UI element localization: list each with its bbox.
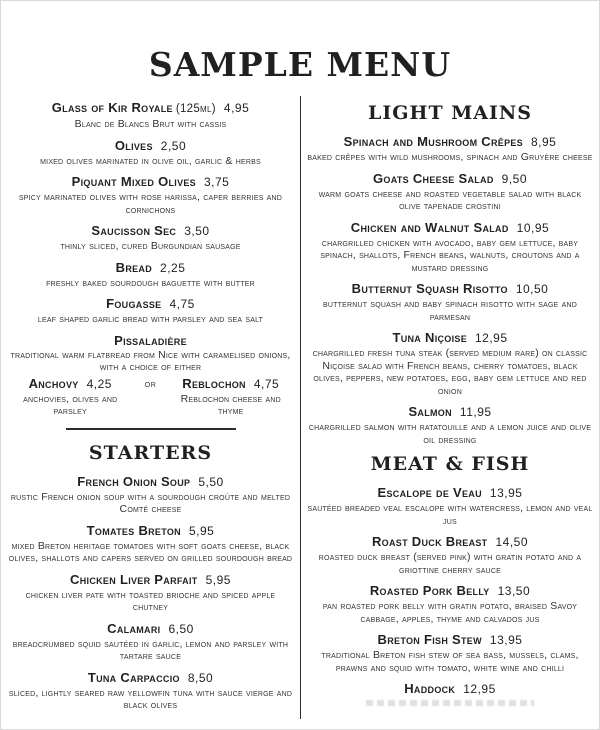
item-description: sautéed breaded veal escalope with watercress, lemon and veal jus: [307, 502, 593, 527]
item-description: leaf shaped garlic bread with parsley and sea salt: [37, 313, 264, 325]
item-price: 3,75: [204, 175, 230, 189]
section-header: MEAT & FISH: [370, 453, 530, 475]
item-description: pan roasted pork belly with gratin potato, braised Savoy cabbage, apples, thyme and calvados jus: [322, 600, 578, 625]
item-name: Glass of Kir Royale: [51, 100, 173, 115]
menu-item: [307, 134, 593, 164]
menu-item: [307, 534, 593, 576]
menu-item: [307, 485, 593, 527]
item-price: 13,50: [497, 584, 531, 598]
item-description: traditional warm flatbread from Nice with caramelised onions, with a choice of either: [10, 348, 291, 373]
item-price: 5,95: [188, 523, 215, 538]
menu-column-left: [1, 96, 300, 719]
item-name: Tuna Niçoise: [392, 330, 467, 345]
item-description: Blanc de Blancs Brut with cassis: [74, 118, 227, 130]
menu-item: [7, 296, 294, 326]
menu-item: [7, 523, 294, 565]
item-name: Calamari: [107, 620, 161, 636]
section-items: [307, 134, 593, 446]
menu-column-right: [300, 96, 599, 719]
item-name: Escalope de Veau: [377, 485, 482, 500]
item-description: butternut squash and baby spinach risotto with sage and parmesan: [323, 298, 577, 323]
item-title-row: [7, 376, 134, 392]
item-title-row: [7, 296, 294, 312]
item-description: chargrilled chicken with avocado, baby gem lettuce, baby spinach, shallots, French beans, walnuts, croutons and a mustard dressing: [320, 236, 580, 274]
item-name: Spinach and Mushroom Crêpes: [343, 134, 523, 149]
menu-section: [307, 453, 593, 706]
or-label: or: [144, 377, 157, 390]
item-price: 8,50: [187, 670, 214, 685]
item-price: 8,95: [530, 135, 557, 149]
item-title-row: [307, 632, 593, 648]
item-price: 4,75: [169, 297, 195, 311]
item-title-row: [307, 171, 593, 187]
item-description: chargrilled fresh tuna steak (served medium rare) on classic Niçoise salad with French beans, cherry tomatoes, black olives, peppers, new potatoes, egg, baby gem lettuce and red onion: [312, 347, 588, 397]
menu-section: [307, 102, 593, 446]
item-title-row: [168, 376, 295, 392]
item-price: 10,50: [515, 282, 549, 296]
item-name: Butternut Squash Risotto: [351, 281, 508, 296]
item-price: 10,95: [516, 220, 550, 235]
item-title-row: [307, 134, 593, 150]
item-option-right: [168, 376, 295, 418]
menu-item: [7, 572, 294, 614]
item-description: traditional Breton fish stew of sea bass, mussels, clams, prawns and squid with tomato, white wine and chilli: [321, 649, 579, 674]
item-price: 11,95: [459, 405, 492, 419]
item-price: 12,95: [463, 682, 496, 696]
item-description: spicy marinated olives with rose harissa, caper berries and cornichons: [18, 191, 283, 216]
menu-item: [7, 100, 294, 131]
item-description: roasted duck breast (served pink) with gratin potato and a griottine cherry sauce: [318, 551, 582, 576]
item-description: mixed Breton heritage tomatoes with soft goats cheese, black olives, shallots and capers served on grilled sourdough bread: [8, 539, 293, 564]
item-title-row: [307, 404, 593, 420]
menu-item: [7, 333, 294, 418]
item-title-row: [307, 281, 593, 297]
menu-item: [307, 583, 593, 625]
section-items: [7, 100, 294, 418]
menu-item: [7, 670, 294, 712]
item-title-row: [7, 260, 294, 276]
item-title-row: [307, 534, 593, 550]
item-price: 4,95: [223, 101, 250, 115]
item-name: Piquant Mixed Olives: [71, 174, 196, 189]
item-price: 5,50: [198, 474, 224, 489]
menu-item: [307, 404, 593, 446]
menu-item: [7, 260, 294, 290]
item-price: 12,95: [475, 331, 508, 345]
menu-item: [7, 174, 294, 216]
item-name: Pissaladière: [114, 332, 187, 348]
item-title-row: [307, 330, 593, 346]
section-header: LIGHT MAINS: [368, 102, 532, 124]
item-price: 14,50: [495, 535, 529, 549]
item-name: Roast Duck Breast: [371, 534, 488, 549]
item-title-row: [7, 523, 294, 539]
item-price: 2,25: [160, 260, 186, 275]
item-price: 3,50: [184, 224, 210, 238]
item-name: Goats Cheese Salad: [373, 170, 494, 186]
item-description: freshly baked sourdough baguette with butter: [46, 276, 255, 289]
section-divider-rule: [66, 428, 236, 430]
item-title-row: [7, 223, 294, 239]
item-name: French Onion Soup: [77, 473, 191, 489]
menu-item: [7, 138, 294, 168]
item-name: Haddock: [404, 681, 456, 696]
item-description: chicken liver pate with toasted brioche and spiced apple chutney: [25, 588, 276, 613]
section-items: [307, 485, 593, 706]
item-name: Olives: [114, 137, 153, 153]
item-description: breadcrumbed squid sautéed in garlic, lemon and parsley with tartare sauce: [12, 637, 289, 662]
item-title-row: [7, 621, 294, 637]
menu-item: [307, 632, 593, 674]
item-description: chargrilled salmon with ratatouille and a lemon juice and olive oil dressing: [308, 421, 592, 446]
item-description: baked crêpes with wild mushrooms, spinach and Gruyère cheese: [307, 151, 593, 163]
item-description: anchovies, olives and parsley: [23, 392, 118, 417]
item-title-row: [307, 485, 593, 501]
item-price: 9,50: [501, 171, 527, 186]
item-title-row: [7, 138, 294, 154]
item-description: mixed olives marinated in olive oil, garlic & herbs: [40, 154, 261, 167]
item-name: Tuna Carpaccio: [87, 669, 180, 685]
faded-cutoff-line: [366, 700, 534, 706]
menu-item: [307, 281, 593, 323]
item-title-row: [7, 572, 294, 588]
item-name: Salmon: [408, 404, 452, 419]
menu-columns: [1, 96, 599, 719]
item-title-row: [7, 174, 294, 190]
menu-item: [7, 621, 294, 663]
menu-item: [307, 220, 593, 275]
item-title-row: [7, 333, 294, 348]
item-title-row: [7, 474, 294, 490]
item-name: Fougasse: [106, 296, 162, 311]
menu-section: [7, 428, 294, 712]
menu-item: [307, 330, 593, 397]
item-price: 2,50: [160, 138, 187, 153]
item-name: Breton Fish Stew: [377, 632, 482, 647]
item-name: Anchovy: [28, 375, 79, 391]
section-header: STARTERS: [88, 441, 213, 464]
item-note: (125ml): [175, 103, 216, 115]
item-description: Reblochon cheese and thyme: [180, 392, 281, 417]
menu-item: [7, 223, 294, 253]
menu-item: [7, 474, 294, 516]
item-name: Bread: [115, 259, 153, 275]
item-title-row: [307, 583, 593, 599]
item-name: Chicken Liver Parfait: [70, 571, 198, 587]
item-price: 4,75: [253, 376, 280, 391]
item-price: 13,95: [489, 486, 523, 500]
item-price: 4,25: [86, 376, 112, 391]
item-name: Chicken and Walnut Salad: [350, 219, 509, 235]
item-name: Saucisson Sec: [91, 223, 177, 238]
menu-item: [307, 681, 593, 706]
menu-section: [7, 100, 294, 418]
item-title-row: [307, 681, 593, 697]
item-description: thinly sliced, cured Burgundian sausage: [60, 240, 241, 252]
item-title-row: [7, 670, 294, 686]
item-price: 5,95: [205, 572, 231, 587]
item-option-left: [7, 376, 134, 418]
page-title: SAMPLE MENU: [148, 45, 452, 84]
item-description: sliced, lightly seared raw yellowfin tuna with sauce vierge and black olives: [8, 686, 293, 711]
item-description: warm goats cheese and roasted vegetable salad with black olive tapenade crostini: [318, 187, 582, 212]
item-price: 13,95: [489, 633, 523, 647]
menu-item: [307, 171, 593, 213]
item-description: rustic French onion soup with a sourdough croûte and melted Comté cheese: [10, 490, 291, 515]
item-title-row: [307, 220, 593, 236]
item-name: Roasted Pork Belly: [369, 583, 490, 598]
item-price: 6,50: [168, 621, 194, 636]
item-title-row: [7, 100, 294, 117]
item-options-row: [7, 376, 294, 418]
item-name: Tomates Breton: [86, 522, 181, 538]
item-name: Reblochon: [182, 375, 246, 391]
section-items: [7, 474, 294, 712]
